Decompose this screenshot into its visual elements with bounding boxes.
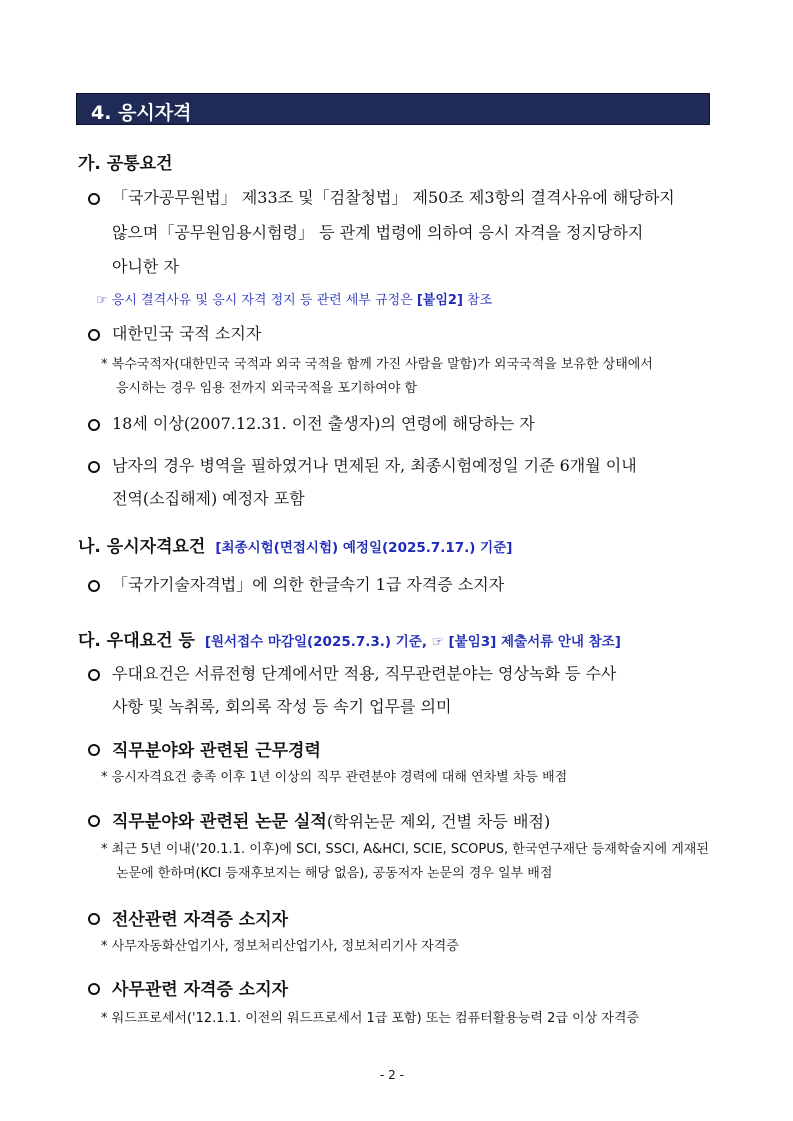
ga-item2: 대한민국 국적 소지자 [112,324,262,343]
pointer-icon: ☞ [96,293,108,308]
heading-na-title: 나. 응시자격요건 [78,537,206,557]
ga-item1-line3: 아니한 자 [112,257,179,276]
da-item5-note: * 워드프로세서('12.1.1. 이전의 워드프로세서 1급 포함) 또는 컴퓨터활용능력 2급 이상 자격증 [101,1011,639,1026]
bullet-icon [88,983,100,995]
da-item2-note: * 응시자격요건 충족 이후 1년 이상의 직무 관련분야 경력에 대해 연차별 차등 배점 [101,770,568,785]
da-item1-line1: 우대요건은 서류전형 단계에서만 적용, 직무관련분야는 영상녹화 등 수사 [112,664,617,683]
da-item3-note-line1: * 최근 5년 이내('20.1.1. 이후)에 SCI, SSCI, A&HCI, SCIE, SCOPUS, 한국연구재단 등재학술지에 게재된 [101,842,709,857]
da-item2: 직무분야와 관련된 근무경력 [112,741,321,761]
bullet-icon [88,329,100,341]
da-item4: 전산관련 자격증 소지자 [112,910,289,930]
heading-da-note: [원서접수 마감일(2025.7.3.) 기준, ☞ [붙임3] 제출서류 안내 참조] [204,634,621,650]
ga-item4-line1: 남자의 경우 병역을 필하였거나 면제된 자, 최종시험예정일 기준 6개월 이내 [112,456,637,475]
bullet-icon [88,419,100,431]
da-item3-note-line2: 논문에 한하며(KCI 등재후보지는 해당 없음), 공동저자 논문의 경우 일부 배점 [116,866,553,881]
da-item5: 사무관련 자격증 소지자 [112,980,289,1000]
da-item4-note: * 사무자동화산업기사, 정보처리산업기사, 정보처리기사 자격증 [101,939,459,954]
ga-item1-line2: 않으며「공무원임용시험령」 등 관계 법령에 의하여 응시 자격을 정지당하지 [112,223,644,242]
bullet-icon [88,193,100,205]
heading-na-note: [최종시험(면접시험) 예정일(2025.7.17.) 기준] [215,540,513,556]
bullet-icon [88,913,100,925]
section-title-bar [76,93,710,125]
ga-item2-note-line2: 응시하는 경우 임용 전까지 외국국적을 포기하여야 함 [116,381,418,396]
da-item3 [112,807,550,832]
heading-da [78,626,621,651]
bullet-icon [88,744,100,756]
ga-item4-line2: 전역(소집해제) 예정자 포함 [112,489,305,508]
page-number: - 2 - [380,1068,404,1082]
bullet-icon [88,461,100,473]
bullet-icon [88,580,100,592]
ga-note1-text: 응시 결격사유 및 응시 자격 정지 등 관련 세부 규정은 [111,293,413,308]
heading-ga: 가. 공통요건 [78,154,173,174]
da-item3-bold: 직무분야와 관련된 논문 실적 [112,812,327,832]
bullet-icon [88,669,100,681]
da-item1-line2: 사항 및 녹취록, 회의록 작성 등 속기 업무를 의미 [112,697,452,716]
ga-note1-tail: 참조 [467,293,493,308]
ga-item1-line1: 「국가공무원법」 제33조 및「검찰청법」 제50조 제3항의 결격사유에 해당하지 [112,188,675,207]
ga-item3: 18세 이상(2007.12.31. 이전 출생자)의 연령에 해당하는 자 [112,414,535,433]
bullet-icon [88,815,100,827]
heading-na [78,532,512,557]
section-title: 4. 응시자격 [91,102,192,124]
ga-note1-ref: [붙임2] [416,293,463,308]
ga-item2-note-line1: * 복수국적자(대한민국 국적과 외국 국적을 함께 가진 사람을 말함)가 외국국적을 보유한 상태에서 [101,357,653,372]
da-item3-rest: (학위논문 제외, 건별 차등 배점) [326,812,551,831]
heading-da-title: 다. 우대요건 등 [78,631,195,651]
ga-note1 [96,289,492,308]
na-item1: 「국가기술자격법」에 의한 한글속기 1급 자격증 소지자 [112,575,505,594]
